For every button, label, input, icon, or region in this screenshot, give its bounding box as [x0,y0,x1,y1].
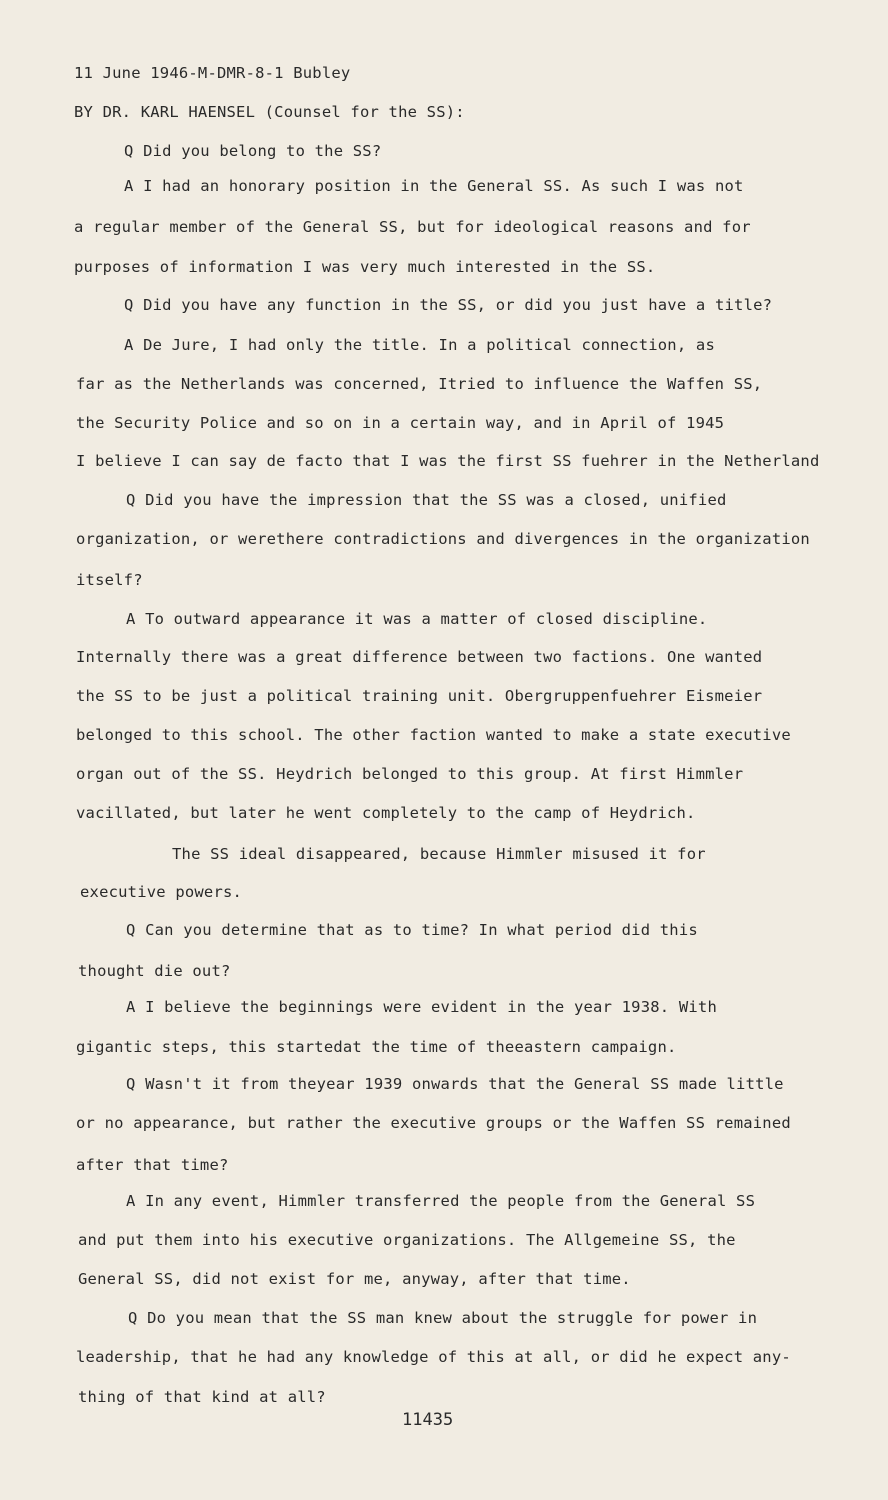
transcript-line: Q Did you belong to the SS? [124,142,382,160]
transcript-line: Q Can you determine that as to time? In what period did this [126,921,698,939]
transcript-line: Q Did you have any function in the SS, or did you just have a title? [124,296,773,314]
transcript-line: Q Do you mean that the SS man knew about the struggle for power in [128,1309,758,1327]
transcript-line: the SS to be just a political training unit. Obergruppenfuehrer Eismeier [76,687,763,705]
transcript-line: far as the Netherlands was concerned, Itried to influence the Waffen SS, [76,375,763,393]
transcript-line: itself? [76,571,143,589]
transcript-line: Q Did you have the impression that the SS was a closed, unified [126,491,727,509]
transcript-line: I believe I can say de facto that I was the first SS fuehrer in the Netherland [76,452,820,470]
transcript-line: a regular member of the General SS, but for ideological reasons and for [74,218,751,236]
page-number: 11435 [402,1410,454,1430]
transcript-line: organization, or werethere contradictions and divergences in the organization [76,530,810,548]
transcript-line: The SS ideal disappeared, because Himmler misused it for [172,845,706,863]
transcript-line: executive powers. [80,883,243,901]
transcript-line: A I believe the beginnings were evident in the year 1938. With [126,998,717,1016]
transcript-line: Internally there was a great difference between two factions. One wanted [76,648,763,666]
transcript-line: A To outward appearance it was a matter of closed discipline. [126,610,708,628]
transcript-line: belonged to this school. The other faction wanted to make a state executive [76,726,791,744]
header-examiner-line: BY DR. KARL HAENSEL (Counsel for the SS): [74,103,465,121]
transcript-line: vacillated, but later he went completely to the camp of Heydrich. [76,804,696,822]
transcript-line: A I had an honorary position in the General SS. As such I was not [124,177,744,195]
transcript-line: thought die out? [78,962,231,980]
transcript-line: A In any event, Himmler transferred the people from the General SS [126,1192,756,1210]
transcript-line: organ out of the SS. Heydrich belonged to this group. At first Himmler [76,765,744,783]
transcript-line: thing of that kind at all? [78,1388,326,1406]
transcript-line: purposes of information I was very much interested in the SS. [74,258,656,276]
transcript-line: General SS, did not exist for me, anyway, after that time. [78,1270,631,1288]
transcript-line: or no appearance, but rather the executive groups or the Waffen SS remained [76,1114,791,1132]
transcript-line: A De Jure, I had only the title. In a political connection, as [124,336,715,354]
transcript-line: gigantic steps, this startedat the time of theeastern campaign. [76,1038,677,1056]
transcript-line: leadership, that he had any knowledge of this at all, or did he expect any- [76,1348,791,1366]
header-date-line: 11 June 1946-M-DMR-8-1 Bubley [74,64,351,82]
transcript-line: and put them into his executive organizations. The Allgemeine SS, the [78,1231,736,1249]
transcript-line: after that time? [76,1156,229,1174]
transcript-line: the Security Police and so on in a certain way, and in April of 1945 [76,414,725,432]
transcript-line: Q Wasn't it from theyear 1939 onwards that the General SS made little [126,1075,784,1093]
